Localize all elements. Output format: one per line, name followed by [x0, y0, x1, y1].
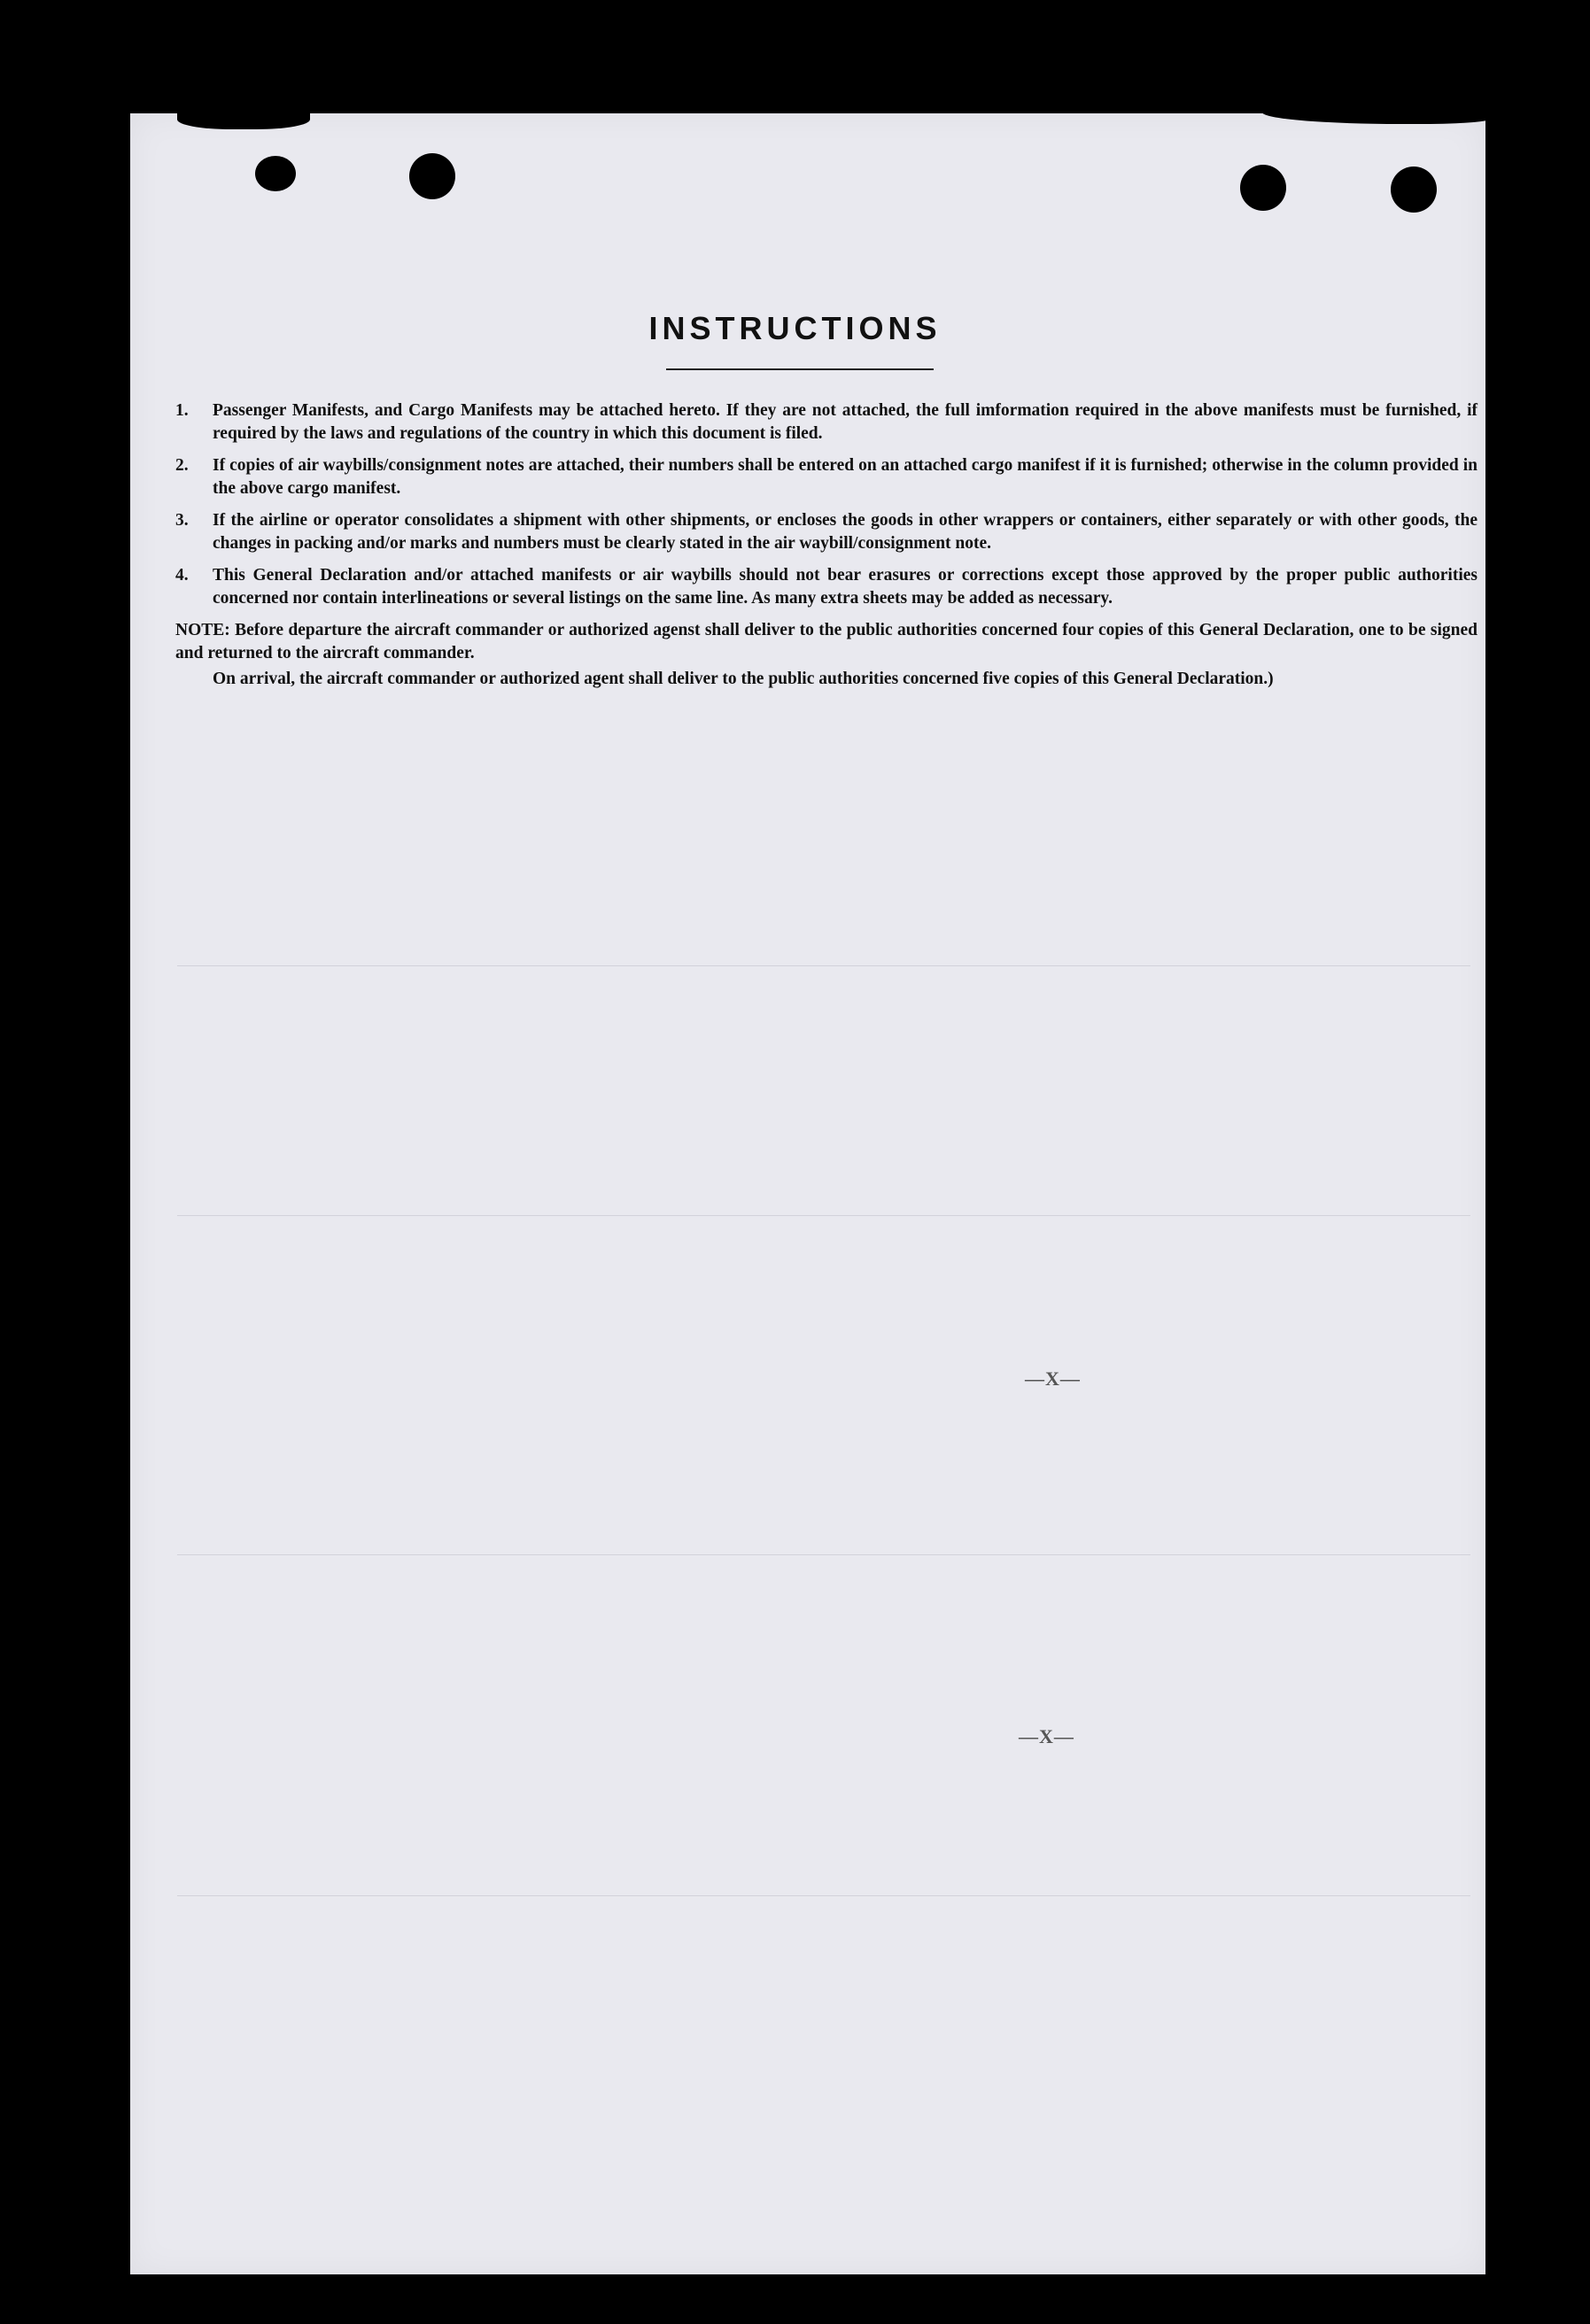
instruction-item — [175, 454, 1478, 500]
item-number: 3. — [175, 511, 189, 530]
page-title: INSTRUCTIONS — [648, 310, 942, 346]
title-underline — [666, 368, 934, 370]
item-number: 4. — [175, 566, 189, 585]
item-text: If copies of air waybills/consignment notes are attached, their numbers shall be entered on an attached cargo manifest if it is furnished; otherwise in the column provided in the above cargo manifest. — [213, 456, 1478, 498]
item-number: 2. — [175, 456, 189, 475]
note-block — [175, 619, 1478, 691]
bleed-through-line — [177, 965, 1470, 966]
strike-mark: —X— — [1025, 1367, 1081, 1390]
bleed-through-line — [177, 1215, 1470, 1216]
bleed-through-line — [177, 1895, 1470, 1896]
instruction-item — [175, 399, 1478, 445]
note-text: Before departure the aircraft commander or authorized agenst shall deliver to the public authorities concerned four copies of this General Declaration, one to be signed and returned to the aircraft commander. — [175, 621, 1478, 662]
item-text: If the airline or operator consolidates a shipment with other shipments, or encloses the goods in other wrappers or containers, either separately or with other goods, the changes in packing and/or marks and numbers must be clearly stated in the air waybill/consignment note. — [213, 511, 1478, 553]
note-label: NOTE: — [175, 621, 230, 639]
punch-hole — [1240, 165, 1286, 211]
instruction-item — [175, 564, 1478, 609]
punch-hole — [1391, 167, 1437, 213]
item-text: This General Declaration and/or attached manifests or air waybills should not bear erasures or corrections except those approved by the proper public authorities concerned nor contain interlineations or several listings on the same line. As many extra sheets may be added as necessary. — [213, 566, 1478, 608]
punch-hole — [409, 153, 455, 199]
item-text: Passenger Manifests, and Cargo Manifests may be attached hereto. If they are not attached, the full imformation required in the above manifests must be furnished, if required by the laws and regulations of the country in which this document is filed. — [213, 401, 1478, 443]
punch-hole — [255, 156, 296, 191]
item-number: 1. — [175, 401, 189, 420]
torn-edge — [177, 105, 310, 129]
instruction-item — [175, 509, 1478, 554]
note-text-arrival: On arrival, the aircraft commander or authorized agent shall deliver to the public authorities concerned five copies of this General Declaration.) — [213, 670, 1274, 688]
bleed-through-line — [177, 1554, 1470, 1555]
strike-mark: —X— — [1019, 1725, 1074, 1747]
instructions-list — [175, 399, 1478, 691]
